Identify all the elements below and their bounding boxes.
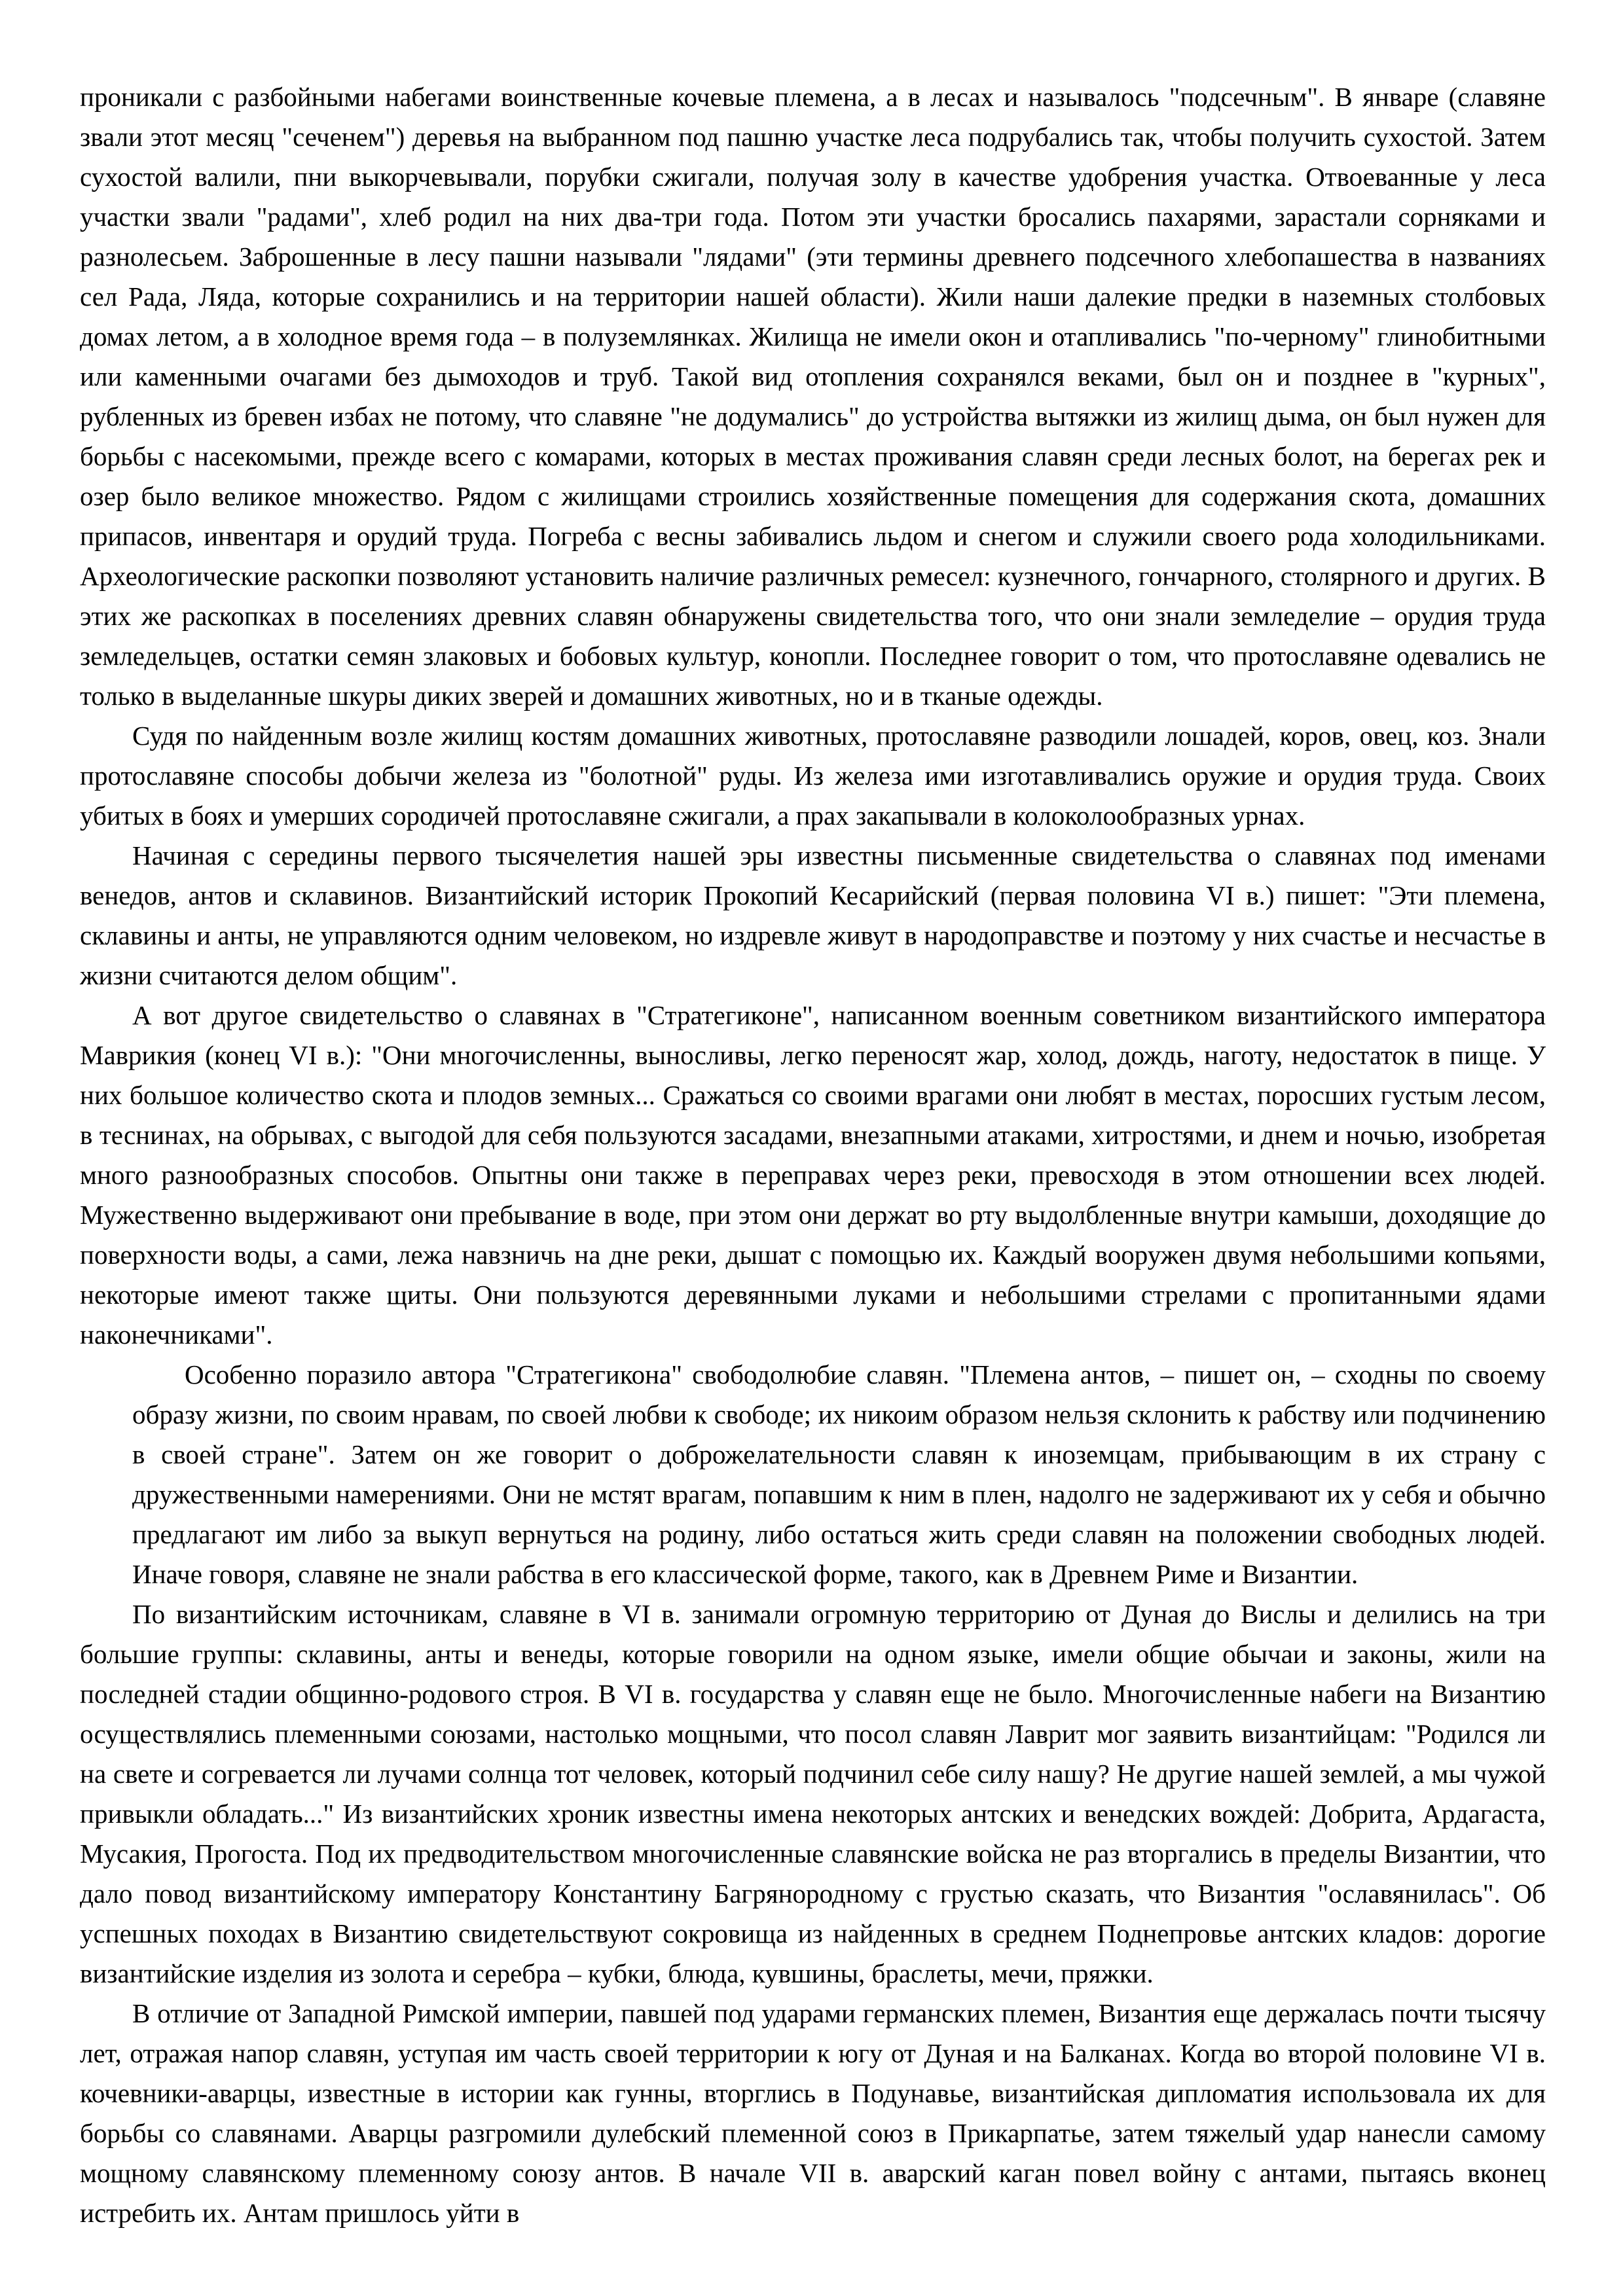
paragraph-4: А вот другое свидетельство о славянах в "Стратегиконе", написанном военным советником византийского императора Маврикия (конец VI в.): "Они многочисленны, выносливы, легко переносят жар, холод, дождь, наготу, недостаток в пище. У них большое количество скота и плодов земных... Сражаться со своими врагами они любят в местах, поросших густым лесом, в теснинах, на обрывах, с выгодой для себя пользуются засадами, внезапными атаками, хитростями, и днем и ночью, изобретая много разнообразных способов. Опытны они также в переправах через реки, превосходя в этом отношении всех людей. Мужественно выдерживают они пребывание в воде, при этом они держат во рту выдолбленные внутри камыши, доходящие до поверхности воды, а сами, лежа навзничь на дне реки, дышат с помощью их. Каждый вооружен двумя небольшими копьями, некоторые имеют также щиты. Они пользуются деревянными луками и небольшими стрелами с пропитанными ядами наконечниками".: [80, 1000, 1546, 1350]
paragraph-5: Особенно поразило автора "Стратегикона" свободолюбие славян. "Племена антов, – пишет он, – сходны по своему образу жизни, по своим нравам, по своей любви к свободе; их никоим образом нельзя склонить к рабству или подчинению в своей стране". Затем он же говорит о доброжелательности славян к иноземцам, прибывающим в их страну с дружественными намерениями. Они не мстят врагам, попавшим к ним в плен, надолго не задерживают их у себя и обычно предлагают им либо за выкуп вернуться на родину, либо остаться жить среди славян на положении свободных людей. Иначе говоря, славяне не знали рабства в его классической форме, такого, как в Древнем Риме и Византии.: [132, 1359, 1546, 1589]
paragraph-7: В отличие от Западной Римской империи, павшей под ударами германских племен, Византия еще держалась почти тысячу лет, отражая напор славян, уступая им часть своей территории к югу от Дуная и на Балканах. Когда во второй половине VI в. кочевники-аварцы, известные в истории как гунны, вторглись в Подунавье, византийская дипломатия использовала их для борьбы со славянами. Аварцы разгромили дулебский племенной союз в Прикарпатье, затем тяжелый удар нанесли самому мощному славянскому племенному союзу антов. В начале VII в. аварский каган повел войну с антами, пытаясь вконец истребить их. Антам пришлось уйти в: [80, 1998, 1546, 2228]
paragraph-1: проникали с разбойными набегами воинственные кочевые племена, а в лесах и называлось "подсечным". В январе (славяне звали этот месяц "сеченем") деревья на выбранном под пашню участке леса подрубались так, чтобы получить сухостой. Затем сухостой валили, пни выкорчевывали, порубки сжигали, получая золу в качестве удобрения участка. Отвоеванные у леса участки звали "радами", хлеб родил на них два-три года. Потом эти участки бросались пахарями, зарастали сорняками и разнолесьем. Заброшенные в лесу пашни называли "лядами" (эти термины древнего подсечного хлебопашества в названиях сел Рада, Ляда, которые сохранились и на территории нашей области). Жили наши далекие предки в наземных столбовых домах летом, а в холодное время года – в полуземлянках. Жилища не имели окон и отапливались "по-черному" глинобитными или каменными очагами без дымоходов и труб. Такой вид отопления сохранялся веками, был он и позднее в "курных", рубленных из бревен избах не потому, что славяне "не додумались" до устройства вытяжки из жилищ дыма, он был нужен для борьбы с насекомыми, прежде всего с комарами, которых в местах проживания славян среди лесных болот, на берегах рек и озер было великое множество. Рядом с жилищами строились хозяйственные помещения для содержания скота, домашних припасов, инвентаря и орудий труда. Погреба с весны забивались льдом и снегом и служили своего рода холодильниками. Археологические раскопки позволяют установить наличие различных ремесел: кузнечного, гончарного, столярного и других. В этих же раскопках в поселениях древних славян обнаружены свидетельства того, что они знали земледелие – орудия труда земледельцев, остатки семян злаковых и бобовых культур, конопли. Последнее говорит о том, что протославяне одевались не только в выделанные шкуры диких зверей и домашних животных, но и в тканые одежды.: [80, 82, 1546, 711]
paragraph-2: Судя по найденным возле жилищ костям домашних животных, протославяне разводили лошадей, коров, овец, коз. Знали протославяне способы добычи железа из "болотной" руды. Из железа ими изготавливались оружие и орудия труда. Своих убитых в боях и умерших сородичей протославяне сжигали, а прах закапывали в колоколообразных урнах.: [80, 721, 1546, 831]
paragraph-3: Начиная с середины первого тысячелетия нашей эры известны письменные свидетельства о славянах под именами венедов, антов и склавинов. Византийский историк Прокопий Кесарийский (первая половина VI в.) пишет: "Эти племена, склавины и анты, не управляются одним человеком, но издревле живут в народоправстве и поэтому у них счастье и несчастье в жизни считаются делом общим".: [80, 840, 1546, 990]
paragraph-6: По византийским источникам, славяне в VI в. занимали огромную территорию от Дуная до Вислы и делились на три большие группы: склавины, анты и венеды, которые говорили на одном языке, имели общие обычаи и законы, жили на последней стадии общинно-родового строя. В VI в. государства у славян еще не было. Многочисленные набеги на Византию осуществлялись племенными союзами, настолько мощными, что посол славян Лаврит мог заявить византийцам: "Родился ли на свете и согревается ли лучами солнца тот человек, который подчинил себе силу нашу? Не другие нашей землей, а мы чужой привыкли обладать..." Из византийских хроник известны имена некоторых антских и венедских вождей: Добрита, Ардагаста, Мусакия, Прогоста. Под их предводительством многочисленные славянские войска не раз вторгались в пределы Византии, что дало повод византийскому императору Константину Багрянородному с грустью сказать, что Византия "ославянилась". Об успешных походах в Византию свидетельствуют сокровища из найденных в среднем Поднепровье антских кладов: дорогие византийские изделия из золота и серебра – кубки, блюда, кувшины, браслеты, мечи, пряжки.: [80, 1599, 1546, 1988]
